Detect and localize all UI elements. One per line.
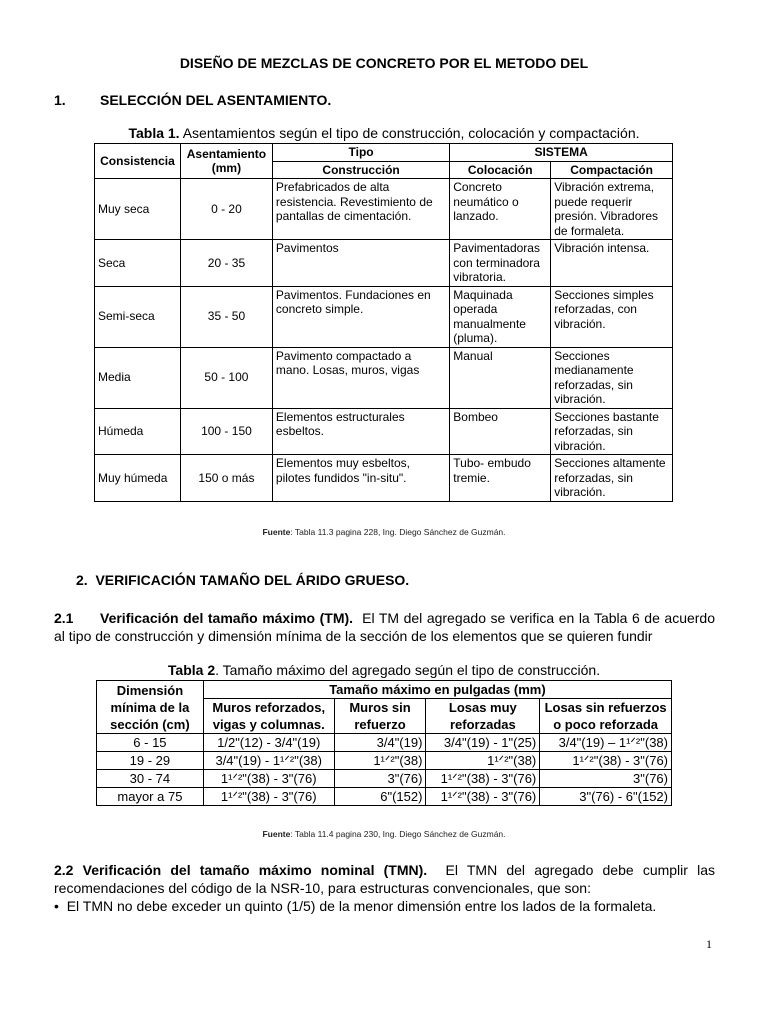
cell-compactacion: Secciones bastante reforzadas, sin vibración. [551, 408, 673, 455]
table-2-caption-label: Tabla 2 [167, 662, 216, 678]
cell-dimension: 6 - 15 [97, 734, 204, 752]
th-muros-sin-refuerzo: Muros sin refuerzo [334, 699, 426, 734]
subsection-2-1-title: Verificación del tamaño máximo (TM). [100, 610, 354, 626]
th-losas-muy-reforzadas: Losas muy reforzadas [426, 699, 540, 734]
cell-muros-reforzados: 1/2"(12) - 3/4"(19) [203, 734, 334, 752]
cell-consistencia: Seca [95, 240, 181, 287]
cell-dimension: 19 - 29 [97, 752, 204, 770]
table-row [97, 788, 672, 806]
cell-asentamiento: 20 - 35 [180, 240, 272, 287]
section-2-heading [76, 572, 409, 588]
cell-colocacion: Tubo- embudo tremie. [450, 455, 551, 502]
table-1-source [0, 527, 768, 537]
cell-construccion: Pavimentos. Fundaciones en concreto simple. [272, 286, 449, 347]
section-1-title: SELECCIÓN DEL ASENTAMIENTO. [100, 92, 332, 108]
subsection-2-2-title: 2.2 Verificación del tamaño máximo nominal (TMN). [54, 862, 428, 878]
table-2-caption [0, 662, 768, 678]
cell-colocacion: Maquinada operada manualmente (pluma). [450, 286, 551, 347]
table-2-source-label: Fuente [262, 829, 291, 839]
section-2-number: 2. [76, 572, 88, 588]
cell-consistencia: Muy seca [95, 179, 181, 240]
cell-compactacion: Secciones altamente reforzadas, sin vibración. [551, 455, 673, 502]
cell-asentamiento: 100 - 150 [180, 408, 272, 455]
cell-asentamiento: 150 o más [180, 455, 272, 502]
cell-losas-sin-refuerzo: 3"(76) - 6"(152) [540, 788, 672, 806]
th-dimension: Dimensión mínima de la sección (cm) [97, 681, 204, 734]
table-row [95, 240, 673, 287]
table-row [95, 455, 673, 502]
th-consistencia: Consistencia [95, 144, 181, 179]
subsection-2-1 [54, 609, 715, 645]
th-compactacion: Compactación [551, 161, 673, 179]
table-1-header-row [95, 144, 673, 162]
table-1-source-text: : Tabla 11.3 pagina 228, Ing. Diego Sánchez de Guzmán. [290, 527, 506, 537]
table-row [95, 179, 673, 240]
cell-colocacion: Concreto neumático o lanzado. [450, 179, 551, 240]
table-1-caption-text: Asentamientos según el tipo de construcción, colocación y compactación. [179, 125, 640, 141]
cell-losas-muy-reforzadas: 1¹ᐟ²"(38) - 3"(76) [426, 770, 540, 788]
cell-muros-sin-refuerzo: 6"(152) [334, 788, 426, 806]
table-1-caption-label: Tabla 1. [128, 125, 180, 141]
cell-muros-reforzados: 1¹ᐟ²"(38) - 3"(76) [203, 788, 334, 806]
document-title: DISEÑO DE MEZCLAS DE CONCRETO POR EL METODO DEL [179, 55, 589, 71]
subsection-2-2 [54, 861, 715, 897]
cell-compactacion: Secciones simples reforzadas, con vibración. [551, 286, 673, 347]
cell-construccion: Elementos muy esbeltos, pilotes fundidos "in-situ". [272, 455, 449, 502]
table-2-caption-text: . Tamaño máximo del agregado según el tipo de construcción. [215, 662, 601, 678]
th-losas-sin-refuerzo: Losas sin refuerzos o poco reforzada [540, 699, 672, 734]
th-colocacion: Colocación [450, 161, 551, 179]
cell-losas-sin-refuerzo: 3/4"(19) – 1¹ᐟ²"(38) [540, 734, 672, 752]
cell-losas-sin-refuerzo: 3"(76) [540, 770, 672, 788]
table-row [95, 408, 673, 455]
table-row [95, 347, 673, 408]
section-2-title: VERIFICACIÓN TAMAÑO DEL ÁRIDO GRUESO. [95, 572, 410, 588]
subsection-2-1-number: 2.1 [54, 610, 74, 626]
table-1 [94, 143, 673, 502]
page-number: 1 [706, 937, 712, 951]
th-tipo: Tipo [272, 144, 449, 162]
cell-compactacion: Vibración extrema, puede requerir presión. Vibradores de formaleta. [551, 179, 673, 240]
cell-muros-sin-refuerzo: 3"(76) [334, 770, 426, 788]
cell-asentamiento: 50 - 100 [180, 347, 272, 408]
cell-compactacion: Vibración intensa. [551, 240, 673, 287]
cell-losas-muy-reforzadas: 1¹ᐟ²"(38) [426, 752, 540, 770]
cell-consistencia: Muy húmeda [95, 455, 181, 502]
th-asentamiento [180, 144, 272, 179]
table-row [95, 286, 673, 347]
table-1-caption [0, 125, 768, 141]
cell-dimension: 30 - 74 [97, 770, 204, 788]
table-2 [96, 680, 672, 806]
cell-colocacion: Pavimentadoras con terminadora vibratoria. [450, 240, 551, 287]
bullet-icon: • [54, 898, 67, 914]
cell-asentamiento: 0 - 20 [180, 179, 272, 240]
cell-losas-muy-reforzadas: 1¹ᐟ²"(38) - 3"(76) [426, 788, 540, 806]
cell-consistencia: Húmeda [95, 408, 181, 455]
cell-asentamiento: 35 - 50 [180, 286, 272, 347]
cell-muros-reforzados: 3/4"(19) - 1¹ᐟ²"(38) [203, 752, 334, 770]
cell-dimension: mayor a 75 [97, 788, 204, 806]
table-2-source-text: : Tabla 11.4 pagina 230, Ing. Diego Sánchez de Guzmán. [290, 829, 506, 839]
cell-muros-reforzados: 1¹ᐟ²"(38) - 3"(76) [203, 770, 334, 788]
table-2-header-row [97, 681, 672, 699]
cell-consistencia: Media [95, 347, 181, 408]
cell-compactacion: Secciones medianamente reforzadas, sin vibración. [551, 347, 673, 408]
th-asentamiento-label: Asentamiento [186, 146, 267, 161]
th-sistema: SISTEMA [450, 144, 673, 162]
table-1-source-label: Fuente [262, 527, 291, 537]
subsection-2-2-bullet-text: El TMN no debe exceder un quinto (1/5) de la menor dimensión entre los lados de la formaleta. [66, 898, 657, 914]
section-1-heading [54, 92, 331, 108]
section-1-number: 1. [54, 92, 66, 108]
cell-muros-sin-refuerzo: 3/4"(19) [334, 734, 426, 752]
subsection-2-1-text: El TM del agregado se verifica en la Tabla 6 de acuerdo al tipo de construcción y dimensión mínima de la sección de los elementos que se quieren fundir [54, 610, 715, 644]
table-row [97, 734, 672, 752]
cell-consistencia: Semi-seca [95, 286, 181, 347]
cell-construccion: Prefabricados de alta resistencia. Revestimiento de pantallas de cimentación. [272, 179, 449, 240]
th-tamano-maximo: Tamaño máximo en pulgadas (mm) [203, 681, 671, 699]
table-row [97, 770, 672, 788]
th-muros-reforzados: Muros reforzados, vigas y columnas. [203, 699, 334, 734]
cell-construccion: Elementos estructurales esbeltos. [272, 408, 449, 455]
cell-losas-muy-reforzadas: 3/4"(19) - 1"(25) [426, 734, 540, 752]
cell-construccion: Pavimento compactado a mano. Losas, muros, vigas [272, 347, 449, 408]
th-asentamiento-unit: (mm) [211, 161, 242, 175]
cell-colocacion: Manual [450, 347, 551, 408]
cell-muros-sin-refuerzo: 1¹ᐟ²"(38) [334, 752, 426, 770]
subsection-2-2-text: El TMN del agregado debe cumplir las recomendaciones del código de la NSR-10, para estructuras convencionales, que son: [54, 862, 715, 896]
table-row [97, 752, 672, 770]
th-construccion: Construcción [272, 161, 449, 179]
cell-losas-sin-refuerzo: 1¹ᐟ²"(38) - 3"(76) [540, 752, 672, 770]
table-2-source [0, 829, 768, 839]
cell-construccion: Pavimentos [272, 240, 449, 287]
cell-colocacion: Bombeo [450, 408, 551, 455]
subsection-2-2-bullet [54, 897, 715, 915]
